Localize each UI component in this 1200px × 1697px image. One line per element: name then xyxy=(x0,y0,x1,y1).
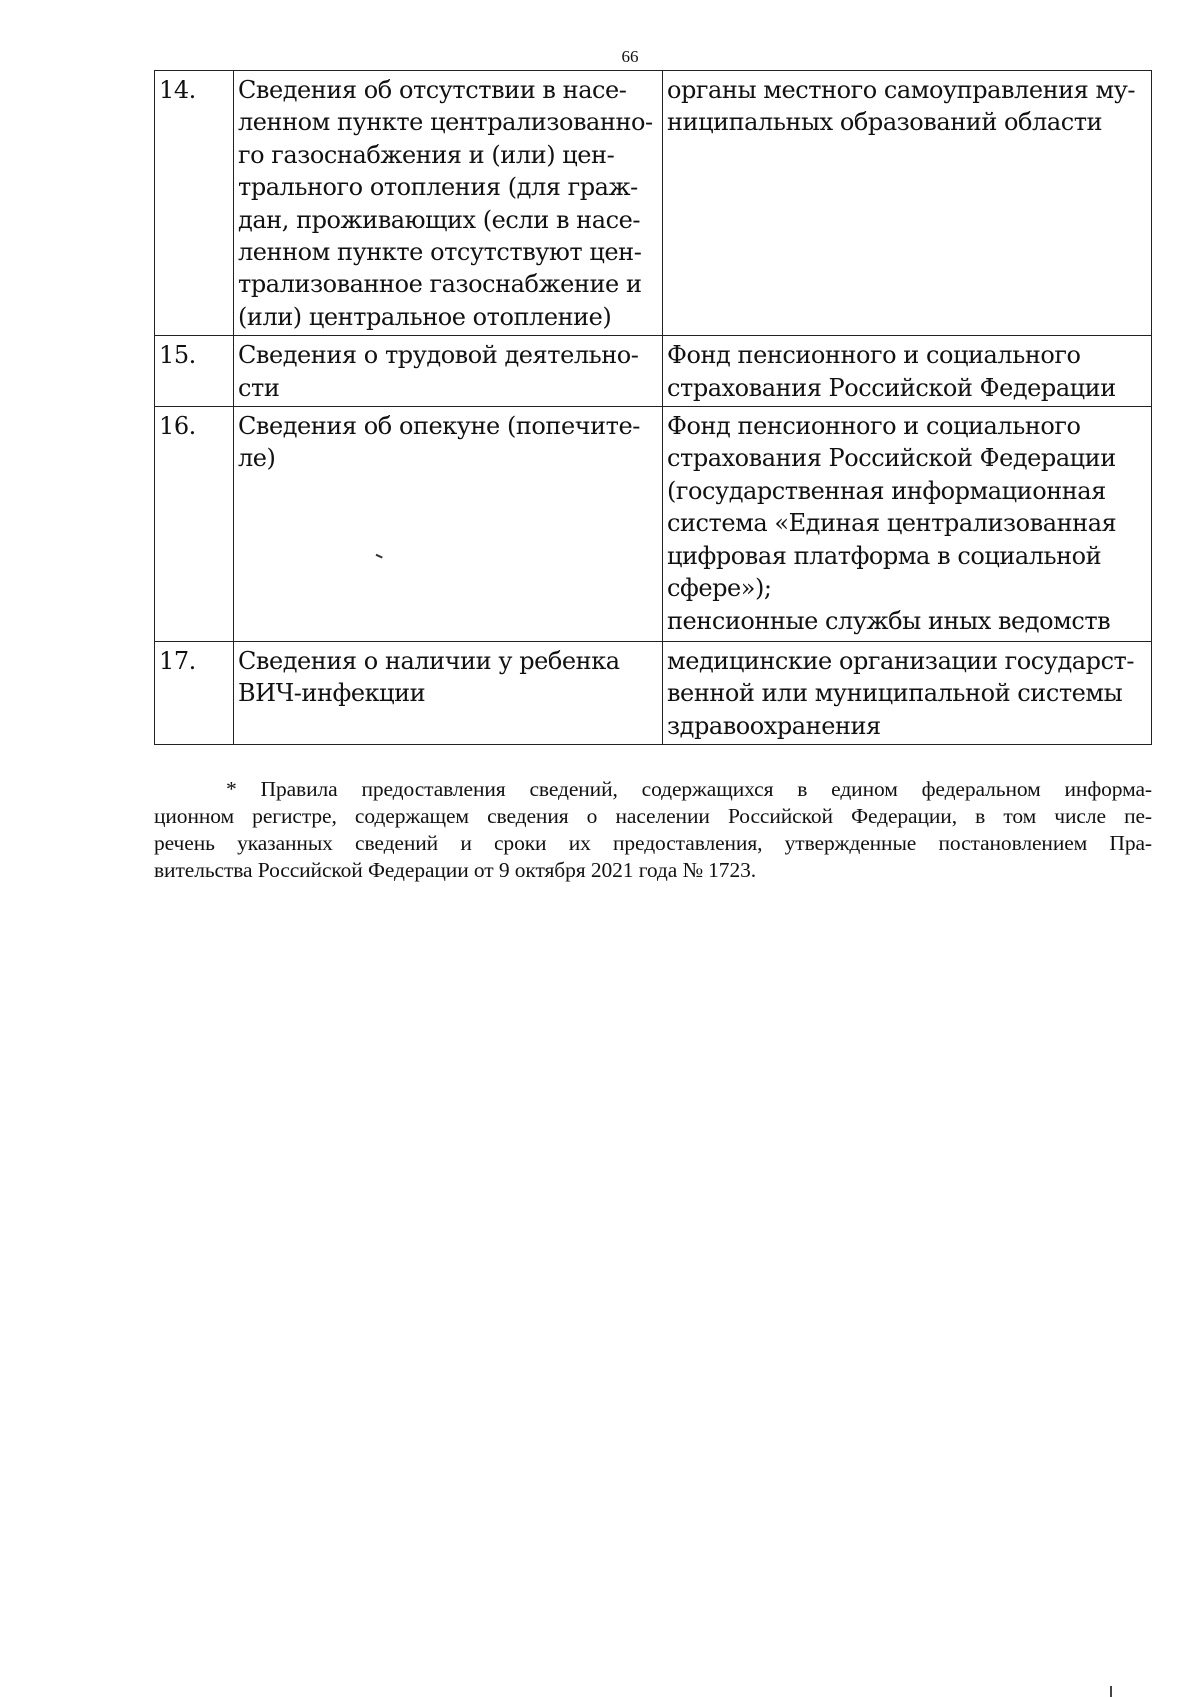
row-number: 17. xyxy=(155,642,234,745)
source-line: венной или муниципальной системы xyxy=(667,679,1123,708)
table-row xyxy=(155,642,1152,745)
source-line: страхования Российской Федерации xyxy=(667,444,1116,473)
source-line: система «Единая централизованная xyxy=(667,509,1117,538)
source-line: медицинские организации государст- xyxy=(667,647,1135,676)
page-number: 66 xyxy=(621,47,639,66)
source-line: Фонд пенсионного и социального xyxy=(667,341,1081,370)
description-line: ленном пункте централизованно- xyxy=(238,108,653,137)
description-line: Сведения о наличии у ребенка xyxy=(238,647,620,676)
description-line: дан, проживающих (если в насе- xyxy=(238,205,640,234)
footnote-line: * Правила предоставления сведений, содержащихся в едином федеральном информа- xyxy=(226,777,1152,801)
source-line: органы местного самоуправления му- xyxy=(667,76,1136,104)
description-line: трализованное газоснабжение и xyxy=(238,270,642,299)
source-line: здравоохранения xyxy=(667,711,881,740)
row-description xyxy=(234,71,663,336)
table-row xyxy=(155,336,1152,407)
source-line: сфере»); xyxy=(667,574,772,603)
row-source xyxy=(663,336,1152,407)
description-line: (или) центральное отопление) xyxy=(238,302,612,331)
footnote-line: речень указанных сведений и сроки их предоставления, утвержденные постановлением Пра- xyxy=(154,831,1152,855)
row-source xyxy=(663,71,1152,336)
description-line: сти xyxy=(238,373,280,402)
source-line: пенсионные службы иных ведомств xyxy=(667,606,1111,635)
description-line: ле) xyxy=(238,444,276,473)
footnote xyxy=(154,776,1152,884)
row-description xyxy=(234,642,663,745)
row-number: 16. xyxy=(155,407,234,642)
source-line: страхования Российской Федерации xyxy=(667,373,1116,402)
description-line: ВИЧ-инфекции xyxy=(238,679,426,708)
description-line: го газоснабжения и (или) цен- xyxy=(238,140,615,169)
scan-edge-mark xyxy=(1110,1686,1112,1697)
row-number: 15. xyxy=(155,336,234,407)
row-source xyxy=(663,407,1152,642)
footnote-line: ционном регистре, содержащем сведения о населении Российской Федерации, в том числе пе- xyxy=(154,804,1152,828)
description-line: Сведения о трудовой деятельно- xyxy=(238,341,639,370)
footnote-line: вительства Российской Федерации от 9 октября 2021 года № 1723. xyxy=(154,858,757,882)
row-number: 14. xyxy=(155,71,234,336)
source-line: Фонд пенсионного и социального xyxy=(667,412,1081,441)
description-line: Сведения об отсутствии в насе- xyxy=(238,76,627,104)
row-description xyxy=(234,336,663,407)
table-row xyxy=(155,71,1152,336)
source-line: цифровая платформа в социальной xyxy=(667,541,1102,570)
description-line: Сведения об опекуне (попечите- xyxy=(238,412,640,441)
row-description xyxy=(234,407,663,642)
description-line: ленном пункте отсутствуют цен- xyxy=(238,238,642,267)
description-line: трального отопления (для граж- xyxy=(238,173,638,202)
table-row xyxy=(155,407,1152,642)
row-source xyxy=(663,642,1152,745)
source-line: (государственная информационная xyxy=(667,476,1106,505)
data-sources-table xyxy=(154,70,1152,745)
source-line: ниципальных образований области xyxy=(667,108,1103,137)
